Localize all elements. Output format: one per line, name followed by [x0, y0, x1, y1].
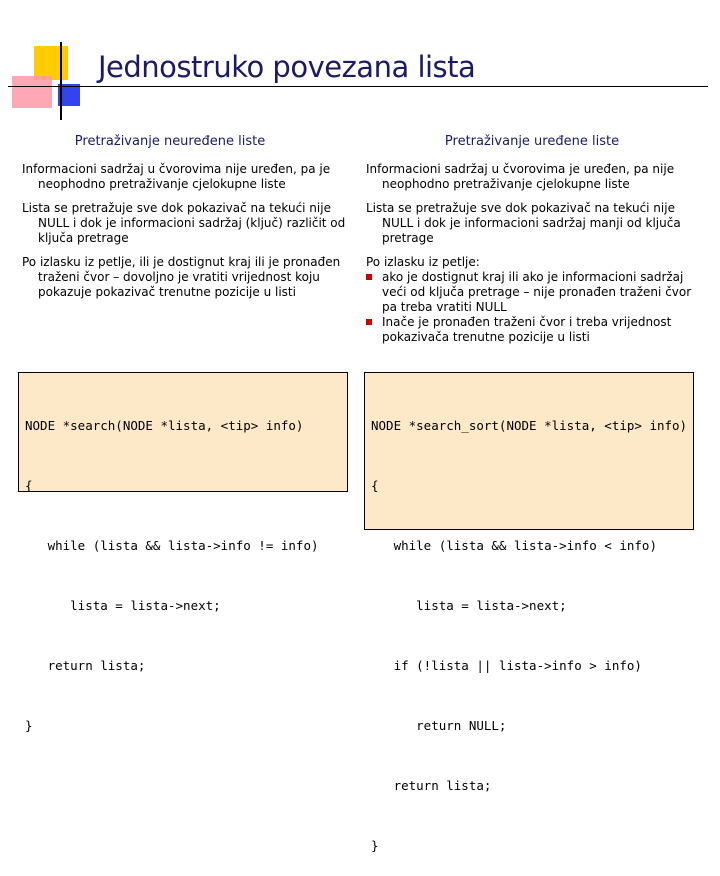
right-bullet-item	[366, 315, 698, 345]
left-code-block	[18, 372, 348, 733]
code-line: if (!lista || lista->info > info)	[371, 658, 642, 673]
right-code-block	[364, 372, 694, 853]
left-paragraph: Lista se pretražuje sve dok pokazivač na tekući nije NULL i dok je informacioni sadržaj (ključ) različit od ključa pretrage	[22, 201, 346, 245]
square-bullet-icon	[366, 274, 372, 280]
code-line: while (lista && lista->info < info)	[371, 538, 657, 553]
left-column-heading: Pretraživanje neuređene liste	[74, 134, 266, 149]
logo-yellow-square	[34, 46, 68, 80]
code-line: lista = lista->next;	[25, 598, 221, 613]
right-bullet-text: Inače je pronađen traženi čvor i treba vrijednost pokazivača trenutne pozicije u listi	[382, 315, 672, 344]
right-paragraph: Po izlasku iz petlje:	[366, 255, 480, 269]
code-line: }	[25, 718, 33, 733]
code-line: NODE *search_sort(NODE *lista, <tip> info)	[371, 418, 688, 433]
logo-red-square	[12, 76, 52, 108]
code-line: NODE *search(NODE *lista, <tip> info)	[25, 418, 304, 433]
code-line: {	[371, 478, 379, 493]
code-line: while (lista && lista->info != info)	[25, 538, 319, 553]
right-bullet-item	[366, 270, 698, 315]
left-column-text	[22, 162, 352, 309]
logo-vertical-line	[60, 42, 62, 120]
left-paragraph: Po izlasku iz petlje, ili je dostignut kraj ili je pronađen traženi čvor – dovoljno je vratiti vrijednost koju pokazuje pokazivač trenutne pozicije u listi	[22, 255, 341, 299]
code-line: return NULL;	[371, 718, 507, 733]
code-line: lista = lista->next;	[371, 598, 567, 613]
right-paragraph: Lista se pretražuje sve dok pokazivač na tekući nije NULL i dok je informacioni sadržaj manji od ključa pretrage	[366, 201, 681, 245]
left-paragraph: Informacioni sadržaj u čvorovima nije uređen, pa je neophodno pretraživanje cjelokupne liste	[22, 162, 331, 191]
code-line: return lista;	[371, 778, 492, 793]
title-underline	[8, 86, 708, 87]
right-column-text	[366, 162, 698, 345]
code-line: {	[25, 478, 33, 493]
right-bullet-text: ako je dostignut kraj ili ako je informacioni sadržaj veći od ključa pretrage – nije pronađen traženi čvor pa treba vratiti NULL	[382, 270, 692, 314]
slide-title: Jednostruko povezana lista	[98, 50, 476, 84]
square-bullet-icon	[366, 319, 372, 325]
code-line: }	[371, 838, 379, 853]
right-paragraph: Informacioni sadržaj u čvorovima je uređen, pa nije neophodno pretraživanje cjelokupne liste	[366, 162, 675, 191]
code-line: return lista;	[25, 658, 146, 673]
right-column-heading: Pretraživanje uređene liste	[444, 134, 620, 149]
